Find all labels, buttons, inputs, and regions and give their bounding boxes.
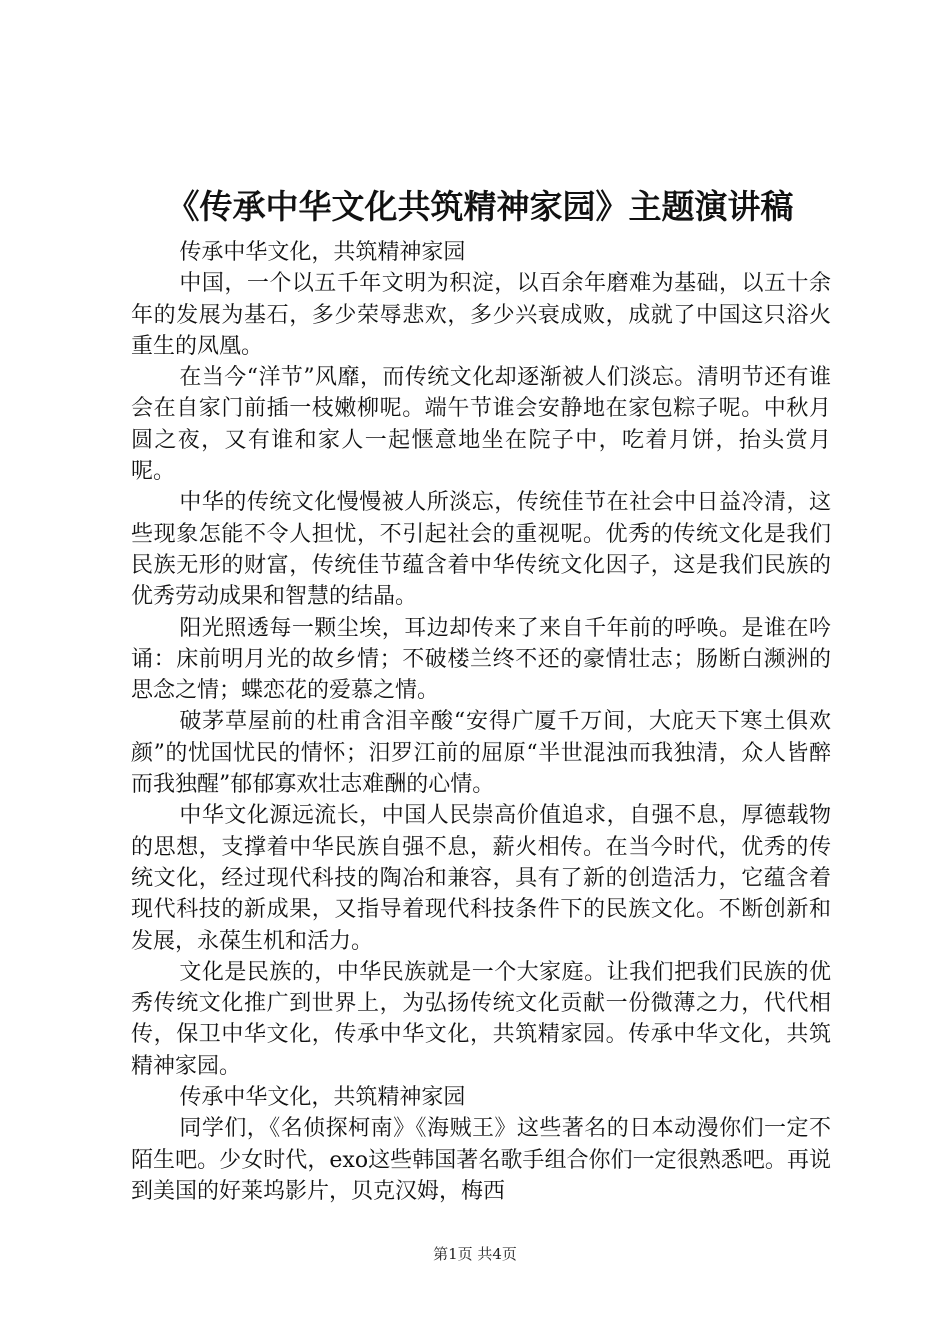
paragraph: 中国，一个以五千年文明为积淀，以百余年磨难为基础，以五十余年的发展为基石，多少荣辱悲欢，多少兴衰成败，成就了中国这只浴火重生的凤凰。: [131, 271, 831, 359]
page-number-footer: 第1页 共4页: [433, 1245, 517, 1263]
paragraph: 文化是民族的，中华民族就是一个大家庭。让我们把我们民族的优秀传统文化推广到世界上，为弘扬传统文化贡献一份微薄之力，代代相传，保卫中华文化，传承中华文化，共筑精家园。传承中华文化，共筑精神家园。: [131, 959, 831, 1079]
paragraph: 破茅草屋前的杜甫含泪辛酸“安得广厦千万间，大庇天下寒土俱欢颜”的忧国忧民的情怀；汨罗江前的屈原“半世混浊而我独清，众人皆醉而我独醒”郁郁寡欢壮志难酬的心情。: [131, 709, 831, 798]
paragraph: 在当今“洋节”风靡，而传统文化却逐渐被人们淡忘。清明节还有谁会在自家门前插一枝嫩柳呢。端午节谁会安静地在家包粽子呢。中秋月圆之夜，又有谁和家人一起惬意地坐在院子中，吃着月饼，抬头赏月呢。: [131, 365, 831, 485]
paragraph: 中华文化源远流长，中国人民崇高价值追求，自强不息，厚德载物的思想，支撑着中华民族自强不息，薪火相传。在当今时代，优秀的传统文化，经过现代科技的陶冶和兼容，具有了新的创造活力，它蕴含着现代科技的新成果，又指导着现代科技条件下的民族文化。不断创新和发展，永葆生机和活力。: [131, 803, 831, 954]
document-body: [131, 237, 831, 1207]
paragraph: 阳光照透每一颗尘埃，耳边却传来了来自千年前的呼唤。是谁在吟诵：床前明月光的故乡情；不破楼兰终不还的豪情壮志；肠断白濒洲的思念之情；蝶恋花的爱慕之情。: [131, 615, 831, 704]
section-heading: 传承中华文化，共筑精神家园: [179, 1085, 466, 1111]
section-heading: 传承中华文化，共筑精神家园: [179, 240, 466, 265]
document-title: 《传承中华文化共筑精神家园》主题演讲稿: [166, 187, 794, 226]
paragraph: 中华的传统文化慢慢被人所淡忘，传统佳节在社会中日益冷清，这些现象怎能不令人担忧，不引起社会的重视呢。优秀的传统文化是我们民族无形的财富，传统佳节蕴含着中华传统文化因子，这是我们民族的优秀劳动成果和智慧的结晶。: [131, 490, 831, 610]
paragraph: 同学们，《名侦探柯南》《海贼王》这些著名的日本动漫你们一定不陌生吧。少女时代，exo这些韩国著名歌手组合你们一定很熟悉吧。再说到美国的好莱坞影片，贝克汉姆，梅西: [131, 1116, 831, 1204]
